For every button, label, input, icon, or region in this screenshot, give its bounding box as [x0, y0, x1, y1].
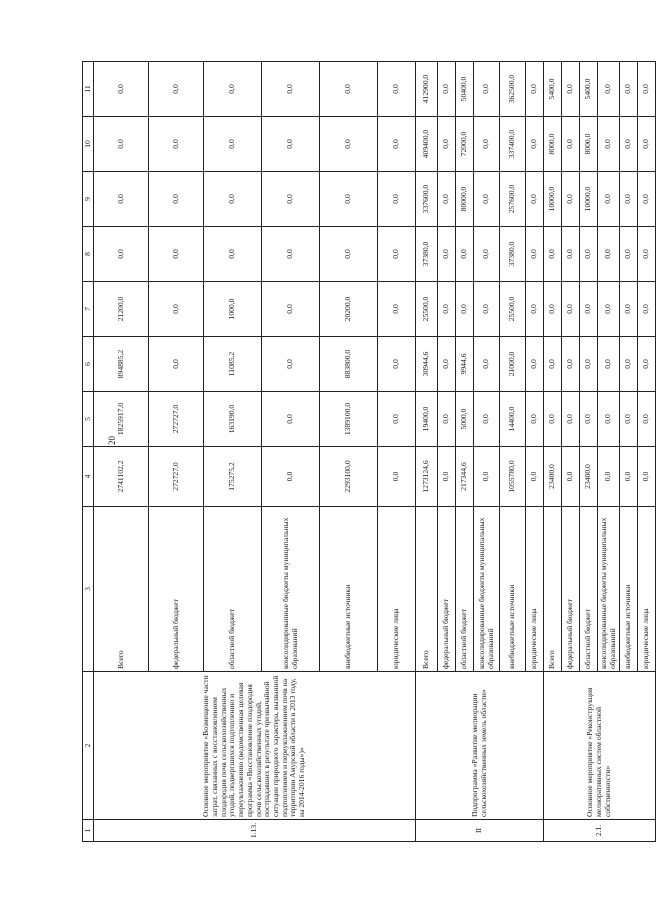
funding-source: внебюджетные источники: [620, 507, 638, 672]
amount-cell: 25500,0: [416, 282, 438, 337]
table-row: [544, 62, 562, 842]
funding-source: Всего: [94, 507, 149, 672]
amount-cell: 0,0: [262, 337, 320, 392]
amount-cell: 257600,0: [500, 172, 526, 227]
amount-cell: 0,0: [562, 282, 580, 337]
amount-cell: 0,0: [474, 282, 500, 337]
amount-cell: 0,0: [598, 227, 620, 282]
amount-cell: 217344,6: [456, 447, 474, 507]
amount-cell: 0,0: [562, 172, 580, 227]
amount-cell: 0,0: [598, 62, 620, 117]
amount-cell: 0,0: [438, 62, 456, 117]
amount-cell: 0,0: [262, 447, 320, 507]
header-cell: 6: [83, 337, 94, 392]
amount-cell: 1055780,0: [500, 447, 526, 507]
amount-cell: 0,0: [580, 282, 598, 337]
funding-source: консолидированные бюджеты муниципальных образований: [262, 507, 320, 672]
amount-cell: 50400,0: [456, 62, 474, 117]
amount-cell: 0,0: [526, 62, 544, 117]
amount-cell: 0,0: [438, 227, 456, 282]
amount-cell: 0,0: [620, 337, 638, 392]
amount-cell: 175275,2: [204, 447, 262, 507]
amount-cell: 0,0: [580, 227, 598, 282]
amount-cell: 0,0: [204, 62, 262, 117]
funding-source: федеральный бюджет: [149, 507, 204, 672]
amount-cell: 30944,6: [416, 337, 438, 392]
amount-cell: 10000,0: [544, 172, 562, 227]
amount-cell: 0,0: [320, 172, 378, 227]
item-name: Основное мероприятие «Возмещение части затрат, связанных с восстановлением плодородия почв сельскохозяйственных угодий, подвергшихся подтоплению и переувлажнению (ведомственная целевая программа «Восстановление плодородия почв сельскохозяйственных угодий, пострадавших в результате чрезвычайной ситуации природного характера, вызванной подтоплением и переувлажнением почв на территории Амурской области в 2013 году, на 2014-2016 годы»)»: [94, 672, 416, 820]
amount-cell: 5000,0: [456, 392, 474, 447]
item-number: 2.1.: [544, 820, 656, 842]
funding-source: юридические лица: [378, 507, 416, 672]
amount-cell: 72000,0: [456, 117, 474, 172]
funding-source: юридические лица: [638, 507, 656, 672]
header-cell: 3: [83, 507, 94, 672]
funding-source: юридические лица: [526, 507, 544, 672]
amount-cell: 0,0: [474, 172, 500, 227]
amount-cell: 0,0: [149, 282, 204, 337]
amount-cell: 0,0: [320, 227, 378, 282]
amount-cell: 0,0: [204, 117, 262, 172]
amount-cell: 19400,0: [416, 392, 438, 447]
amount-cell: 0,0: [598, 392, 620, 447]
amount-cell: 0,0: [94, 172, 149, 227]
amount-cell: 0,0: [320, 117, 378, 172]
header-cell: 1: [83, 820, 94, 842]
amount-cell: 0,0: [262, 62, 320, 117]
amount-cell: 0,0: [378, 117, 416, 172]
funding-source: федеральный бюджет: [562, 507, 580, 672]
amount-cell: 337400,0: [500, 117, 526, 172]
amount-cell: 21000,0: [500, 337, 526, 392]
amount-cell: 0,0: [526, 117, 544, 172]
funding-source: областной бюджет: [456, 507, 474, 672]
amount-cell: 409400,0: [416, 117, 438, 172]
amount-cell: 0,0: [378, 282, 416, 337]
amount-cell: 2293100,0: [320, 447, 378, 507]
amount-cell: 25500,0: [500, 282, 526, 337]
amount-cell: 1825917,0: [94, 392, 149, 447]
amount-cell: 0,0: [438, 172, 456, 227]
amount-cell: 0,0: [378, 62, 416, 117]
amount-cell: 1000,0: [204, 282, 262, 337]
amount-cell: 0,0: [438, 117, 456, 172]
amount-cell: 0,0: [474, 392, 500, 447]
amount-cell: 0,0: [562, 392, 580, 447]
amount-cell: 0,0: [580, 392, 598, 447]
item-number: II: [416, 820, 544, 842]
amount-cell: 8000,0: [544, 117, 562, 172]
page-number: 20: [107, 436, 117, 445]
amount-cell: 0,0: [562, 227, 580, 282]
table-row: [94, 62, 149, 842]
amount-cell: 0,0: [620, 447, 638, 507]
header-row: [83, 62, 94, 842]
amount-cell: 0,0: [378, 392, 416, 447]
amount-cell: 0,0: [320, 62, 378, 117]
amount-cell: 0,0: [149, 117, 204, 172]
header-cell: 8: [83, 227, 94, 282]
amount-cell: 0,0: [149, 62, 204, 117]
amount-cell: 37380,0: [416, 227, 438, 282]
amount-cell: 1389100,0: [320, 392, 378, 447]
amount-cell: 0,0: [638, 117, 656, 172]
item-number: 1.13.: [94, 820, 416, 842]
amount-cell: 9944,6: [456, 337, 474, 392]
amount-cell: 0,0: [262, 392, 320, 447]
header-cell: 5: [83, 392, 94, 447]
amount-cell: 20200,0: [320, 282, 378, 337]
amount-cell: 14400,0: [500, 392, 526, 447]
amount-cell: 0,0: [562, 337, 580, 392]
amount-cell: 0,0: [638, 172, 656, 227]
amount-cell: 0,0: [94, 62, 149, 117]
amount-cell: 0,0: [526, 282, 544, 337]
amount-cell: 0,0: [438, 337, 456, 392]
funding-source: Всего: [544, 507, 562, 672]
amount-cell: 0,0: [474, 337, 500, 392]
amount-cell: 0,0: [378, 227, 416, 282]
amount-cell: 0,0: [544, 337, 562, 392]
amount-cell: 21200,0: [94, 282, 149, 337]
amount-cell: 894885,2: [94, 337, 149, 392]
amount-cell: 0,0: [638, 447, 656, 507]
amount-cell: 0,0: [580, 337, 598, 392]
amount-cell: 5400,0: [544, 62, 562, 117]
amount-cell: 163190,0: [204, 392, 262, 447]
amount-cell: 0,0: [438, 282, 456, 337]
amount-cell: 0,0: [149, 227, 204, 282]
table-row: [416, 62, 438, 842]
header-cell: 2: [83, 672, 94, 820]
funding-source: областной бюджет: [204, 507, 262, 672]
amount-cell: 0,0: [94, 117, 149, 172]
header-cell: 10: [83, 117, 94, 172]
amount-cell: 0,0: [204, 227, 262, 282]
amount-cell: 0,0: [598, 172, 620, 227]
amount-cell: 0,0: [94, 227, 149, 282]
funding-source: областной бюджет: [580, 507, 598, 672]
amount-cell: 23400,0: [544, 447, 562, 507]
amount-cell: 0,0: [262, 172, 320, 227]
amount-cell: 0,0: [526, 392, 544, 447]
amount-cell: 0,0: [378, 337, 416, 392]
amount-cell: 272727,0: [149, 447, 204, 507]
item-name: Основное мероприятие «Реконструкция мелиоративных систем областной собственности»: [544, 672, 656, 820]
amount-cell: 0,0: [638, 337, 656, 392]
funding-source: внебюджетные источники: [500, 507, 526, 672]
amount-cell: 0,0: [262, 227, 320, 282]
amount-cell: 2741102,2: [94, 447, 149, 507]
item-name: Подпрограмма «Развитие мелиорации сельскохозяйственных земель области»: [416, 672, 544, 820]
header-cell: 11: [83, 62, 94, 117]
amount-cell: 0,0: [474, 227, 500, 282]
header-cell: 7: [83, 282, 94, 337]
amount-cell: 0,0: [562, 447, 580, 507]
amount-cell: 0,0: [456, 227, 474, 282]
amount-cell: 0,0: [598, 337, 620, 392]
amount-cell: 272727,0: [149, 392, 204, 447]
funding-source: Всего: [416, 507, 438, 672]
amount-cell: 0,0: [620, 282, 638, 337]
amount-cell: 23400,0: [580, 447, 598, 507]
amount-cell: 0,0: [262, 282, 320, 337]
amount-cell: 0,0: [204, 172, 262, 227]
amount-cell: 0,0: [438, 447, 456, 507]
amount-cell: 0,0: [378, 172, 416, 227]
amount-cell: 0,0: [598, 447, 620, 507]
rotated-page: [82, 62, 651, 842]
header-cell: 9: [83, 172, 94, 227]
amount-cell: 0,0: [438, 392, 456, 447]
amount-cell: 10000,0: [580, 172, 598, 227]
amount-cell: 80000,0: [456, 172, 474, 227]
amount-cell: 0,0: [562, 117, 580, 172]
amount-cell: 5400,0: [580, 62, 598, 117]
amount-cell: 0,0: [544, 392, 562, 447]
amount-cell: 0,0: [526, 337, 544, 392]
amount-cell: 0,0: [456, 282, 474, 337]
amount-cell: 362500,0: [500, 62, 526, 117]
amount-cell: 0,0: [620, 227, 638, 282]
amount-cell: 0,0: [598, 282, 620, 337]
budget-table: [82, 61, 656, 842]
amount-cell: 0,0: [526, 172, 544, 227]
amount-cell: 0,0: [262, 117, 320, 172]
header-cell: 4: [83, 447, 94, 507]
amount-cell: 0,0: [149, 172, 204, 227]
amount-cell: 412900,0: [416, 62, 438, 117]
amount-cell: 0,0: [378, 447, 416, 507]
amount-cell: 0,0: [598, 117, 620, 172]
funding-source: федеральный бюджет: [438, 507, 456, 672]
amount-cell: 0,0: [620, 172, 638, 227]
amount-cell: 0,0: [544, 227, 562, 282]
amount-cell: 0,0: [620, 117, 638, 172]
amount-cell: 0,0: [638, 227, 656, 282]
funding-source: внебюджетные источники: [320, 507, 378, 672]
amount-cell: 0,0: [638, 282, 656, 337]
funding-source: консолидированные бюджеты муниципальных образований: [598, 507, 620, 672]
amount-cell: 337600,0: [416, 172, 438, 227]
amount-cell: 0,0: [526, 227, 544, 282]
amount-cell: 37380,0: [500, 227, 526, 282]
amount-cell: 0,0: [562, 62, 580, 117]
amount-cell: 1273124,6: [416, 447, 438, 507]
amount-cell: 0,0: [544, 282, 562, 337]
amount-cell: 0,0: [638, 62, 656, 117]
amount-cell: 8000,0: [580, 117, 598, 172]
amount-cell: 0,0: [638, 392, 656, 447]
amount-cell: 0,0: [474, 62, 500, 117]
funding-source: консолидированные бюджеты муниципальных образований: [474, 507, 500, 672]
amount-cell: 0,0: [620, 62, 638, 117]
amount-cell: 883800,0: [320, 337, 378, 392]
amount-cell: 0,0: [474, 117, 500, 172]
table-body: [83, 62, 656, 842]
amount-cell: 0,0: [620, 392, 638, 447]
amount-cell: 0,0: [474, 447, 500, 507]
amount-cell: 0,0: [526, 447, 544, 507]
amount-cell: 11085,2: [204, 337, 262, 392]
amount-cell: 0,0: [149, 337, 204, 392]
